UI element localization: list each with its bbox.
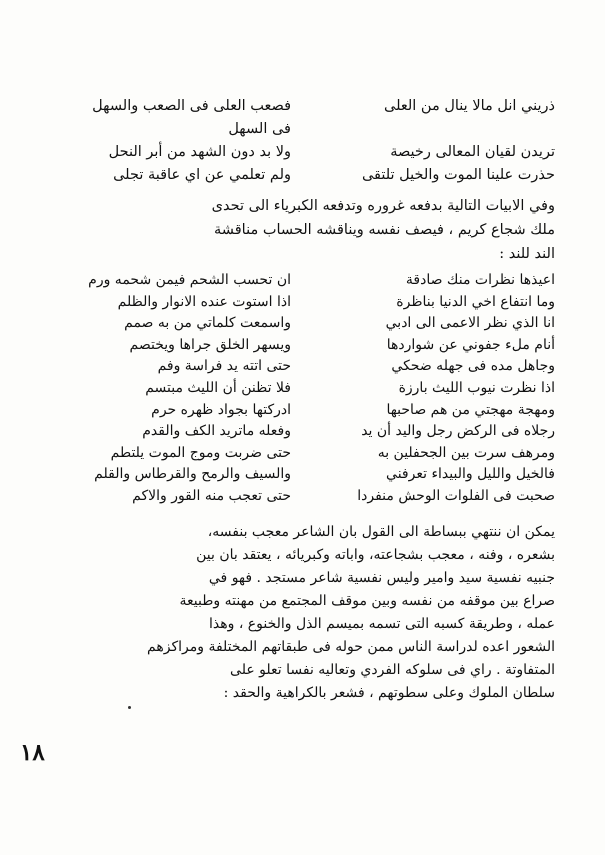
poem-couplet — [55, 313, 555, 335]
poem-couplet — [55, 400, 555, 422]
poem-hemistich-right — [319, 118, 555, 141]
poem-hemistich-right: انا الذي نظر الاعمى الى ادبي — [385, 315, 555, 332]
poem-hemistich-left: واسمعت كلماتي من به صمم — [124, 315, 291, 332]
prose-line: ملك شجاع كريم ، فيصف نفسه ويناقشه الحساب مناقشة — [214, 222, 555, 238]
poem-hemistich-right: ومهجة مهجتي من هم صاحبها — [386, 401, 555, 418]
poem-hemistich-left: فصعب العلى فى الصعب والسهل — [92, 98, 291, 114]
prose-line: الند للند : — [499, 246, 555, 262]
prose-line: صراع بين موقفه من نفسه وبين موقف المجتمع من مهنته وطبيعة — [179, 593, 555, 609]
poem-hemistich-right: اعيذها نظرات منك صادقة — [405, 272, 555, 288]
poem-hemistich-left: ولا بد دون الشهد من أبر النحل — [108, 144, 291, 160]
poem-couplet — [55, 464, 555, 486]
poem-hemistich-right: فالخيل والليل والبيداء تعرفني — [386, 466, 555, 483]
prose-line: المتفاوتة . راي فى سلوكه الفردي وتعاليه نفسا تعلو على — [230, 662, 555, 678]
prose-paragraph-1 — [55, 194, 555, 266]
poem-hemistich-left: ان تحسب الشحم فيمن شحمه ورم — [88, 272, 291, 288]
poem-hemistich-left: حتى ضربت وموج الموت يلتطم — [110, 444, 291, 461]
poem-hemistich-left: وفعله ماتريد الكف والقدم — [142, 423, 291, 440]
prose-line: جنبيه نفسية سيد وامير وليس نفسية شاعر مستجد . فهو في — [208, 570, 555, 586]
poem-hemistich-left: ويسهر الخلق جراها ويختصم — [129, 336, 291, 353]
prose-line: عمله ، وطريقة كسبه التى تسمه بميسم الذل والخنوع ، وهذا — [208, 616, 555, 632]
poem-couplet — [55, 356, 555, 378]
poem-couplet — [55, 95, 555, 118]
poem-couplet — [55, 335, 555, 357]
ink-speck — [128, 706, 131, 709]
poem-hemistich-right: تريدن لقيان المعالى رخيصة — [390, 144, 555, 160]
page-number: ١٨ — [20, 739, 45, 766]
poem-hemistich-right: ومرهف سرت بين الجحفلين به — [377, 444, 555, 461]
poem-hemistich-right: وما انتفاع اخي الدنيا بناظرة — [396, 293, 555, 310]
poem-1 — [55, 95, 555, 187]
prose-line: يمكن ان ننتهي ببساطة الى القول بان الشاعر معجب بنفسه، — [207, 524, 555, 540]
poem-couplet — [55, 141, 555, 164]
prose-line: وفي الابيات التالية بدفعه غروره وتدفعه الكبرياء الى تحدى — [211, 198, 555, 214]
poem-hemistich-right: أنام ملء جفوني عن شواردها — [386, 336, 555, 353]
poem-couplet — [55, 378, 555, 400]
poem-hemistich-left: ولم تعلمي عن اي عاقبة تجلى — [113, 167, 291, 183]
poem-couplet — [55, 164, 555, 187]
poem-hemistich-right: رجلاه فى الركض رجل واليد أن يد — [361, 423, 555, 440]
poem-hemistich-right: حذرت علينا الموت والخيل تلتقى — [361, 167, 555, 183]
poem-couplet — [55, 486, 555, 508]
poem-hemistich-right: اذا نظرت نيوب الليث بارزة — [398, 379, 555, 396]
poem-couplet — [55, 292, 555, 314]
poem-hemistich-left: والسيف والرمح والقرطاس والقلم — [94, 466, 291, 483]
prose-line: بشعره ، وفنه ، معجب بشجاعته، واباته وكبريائه ، يعتقد بان بين — [196, 547, 555, 563]
poem-hemistich-right: ذريني انل مالا ينال من العلى — [384, 98, 555, 114]
poem-hemistich-right: وجاهل مده فى جهله ضحكي — [391, 358, 555, 375]
poem-couplet — [55, 270, 555, 292]
poem-hemistich-right: صحبت فى الفلوات الوحش منفردا — [357, 487, 555, 504]
poem-hemistich-left: حتى اتته يد فراسة وفم — [157, 358, 291, 375]
prose-paragraph-2 — [55, 521, 555, 705]
poem-hemistich-left: اذا استوت عنده الانوار والظلم — [117, 293, 291, 310]
poem-hemistich-left: حتى تعجب منه القور والاكم — [132, 487, 291, 504]
poem-couplet — [55, 421, 555, 443]
poem-couplet — [55, 443, 555, 465]
prose-line: سلطان الملوك وعلى سطوتهم ، فشعر بالكراهية والحقد : — [223, 685, 555, 701]
prose-line: الشعور اعده لدراسة الناس ممن حوله فى طبقاتهم المختلفة ومراكزهم — [147, 639, 555, 655]
poem-couplet — [55, 118, 555, 141]
poem-hemistich-left: فى السهل — [228, 121, 291, 137]
poem-hemistich-left: فلا تظنن أن الليث مبتسم — [145, 379, 291, 396]
poem-2 — [55, 270, 555, 508]
poem-hemistich-left: ادركتها بجواد ظهره حرم — [151, 401, 291, 418]
